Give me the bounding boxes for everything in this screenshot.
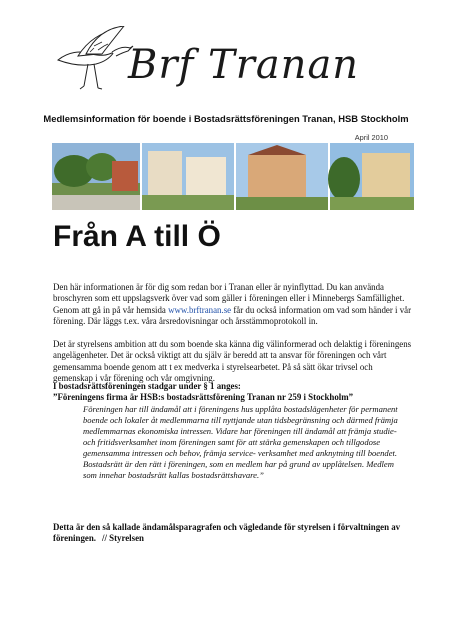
intro-text-1: Den här informationen är för dig som redan bor i Tranan eller är nyinflyttad. Du kan använda broschyren som ett uppslagsverk över vad som gäller i föreningen eller i Minnebergs Samfällighet. Genom att gå in på vår hemsida: [53, 282, 405, 315]
statutes-quote-title: ”Föreningens firma är HSB:s bostadsrättsförening Tranan nr 259 i Stockholm”: [53, 392, 354, 403]
intro-text-2: får du också information om vad som händer i vår förening. Där läggs t.ex. våra årsredovisningar och årsstämmoprotokoll in.: [53, 304, 412, 326]
photo-2: [142, 143, 234, 210]
photo-strip: [52, 143, 414, 210]
masthead: [0, 0, 452, 100]
page-title: Från A till Ö: [53, 220, 221, 253]
photo-4: [328, 143, 414, 210]
newsletter-subtitle: Medlemsinformation för boende i Bostadsrättsföreningen Tranan, HSB Stockholm: [43, 113, 409, 124]
purpose-paragraph: Det är styrelsens ambition att du som boende ska känna dig välinformerad och delaktig i föreningens angelägenheter. Det är också viktigt att du själv är beredd att ta ansvar för föreningen och vårt gemensamma boende genom att t ex medverka i styrelsearbetet. På så sätt ökar trivsel och gemenskap i vår förening och vår omgivning.: [53, 339, 412, 383]
issue-date: April 2010: [354, 133, 388, 142]
brand-name: Brf Tranan: [128, 42, 360, 88]
closing-text: Detta är den så kallade ändamålsparagrafen och vägledande för styrelsen i förvaltningen av föreningen.: [53, 522, 401, 544]
crane-icon: [54, 26, 134, 90]
signature: // Styrelsen: [101, 533, 144, 544]
intro-paragraph: [53, 282, 413, 327]
website-link[interactable]: www.brftranan.se: [168, 304, 232, 315]
statutes-lead: I bostadsrättsföreningen stadgar under § 1 anges:: [53, 381, 241, 391]
photo-1: [52, 143, 140, 210]
closing-paragraph: [53, 522, 413, 545]
photo-3: [236, 143, 328, 210]
statutes-quote: Föreningen har till ändamål att i föreningens hus upplåta bostadslägenheter för permanent boende och lokaler åt medlemmarna till nyttjande utan tidsbegränsning och därmed främja medlemmarnas ekonomiska intressen. Vidare har föreningen till ändamål att främja studie- och fritidsverksamhet inom föreningen samt för att stärka gemenskapen och tillgodose gemensamma intressen och behov, främja service- verksamhet med anknytning till boendet. Bostadsrätt är den rätt i föreningen, som en medlem har på grund av upplåtelsen. Medlem som innehar bostadsrätt kallas bostadsrättshavare.”: [83, 403, 398, 480]
statutes-section: [53, 381, 413, 481]
